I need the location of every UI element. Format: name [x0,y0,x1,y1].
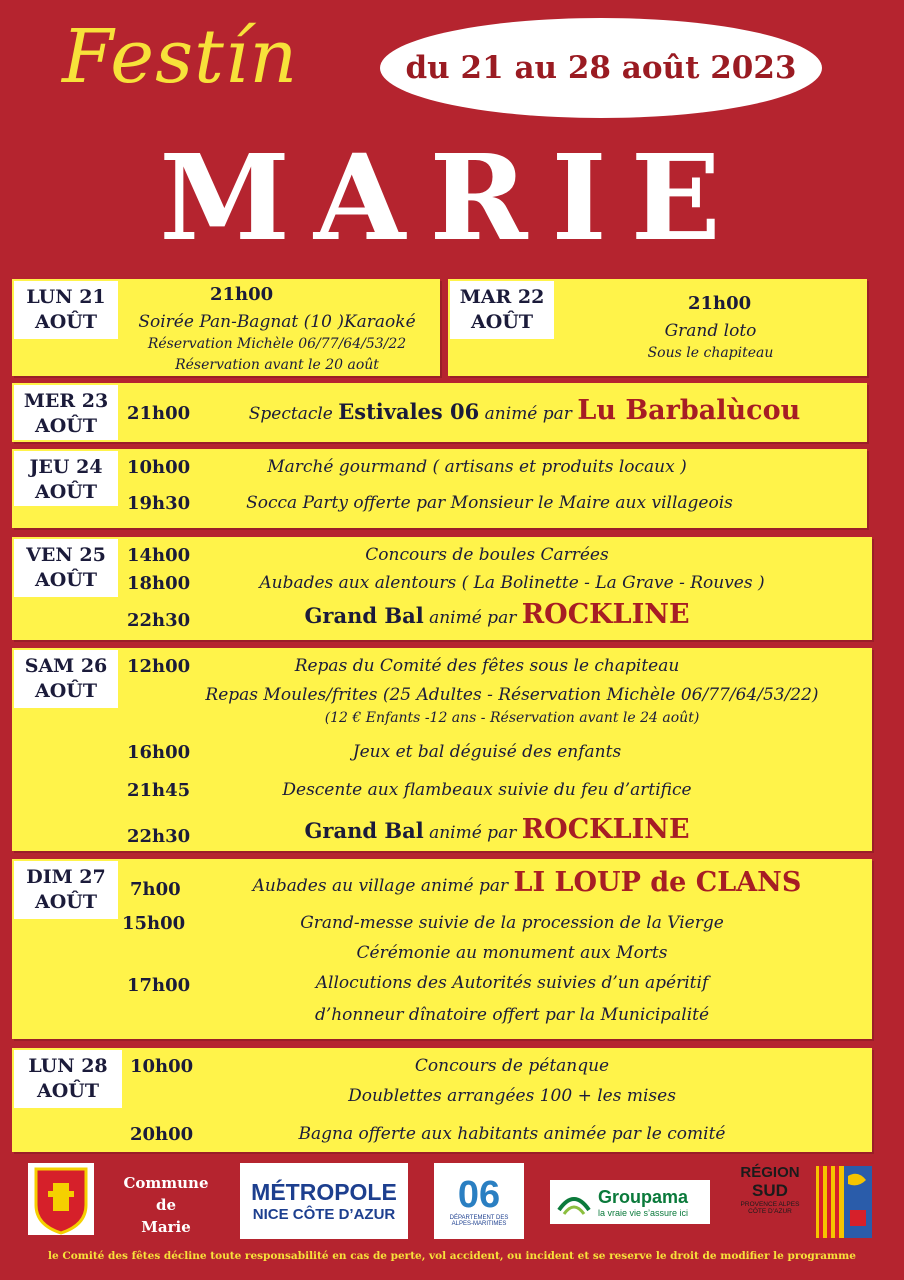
time: 21h45 [127,780,191,801]
day-label-line: LUN 21 [26,286,106,308]
time: 14h00 [127,545,191,566]
dates-badge [380,18,822,118]
day-label-line: VEN 25 [26,544,106,566]
day-label-month: AOÛT [34,680,97,702]
day-label [14,451,118,506]
event-text: (12 € Enfants -12 ans - Réservation avant le 24 août) [324,710,700,726]
day-label [14,539,118,597]
footer-disclaimer: le Comité des fêtes décline toute responsabilité en cas de perte, vol accident, ou incident et se reserve le droit de modifier le programme [48,1250,856,1262]
groupama-text [598,1187,688,1218]
event-text: Concours de boules Carrées [365,545,609,565]
commune-name [108,1172,224,1238]
time: 17h00 [127,975,191,996]
event-text: Bagna offerte aux habitants animée par le comité [298,1124,726,1144]
metropole-line: NICE CÔTE D’AZUR [252,1206,396,1223]
day-label-month: AOÛT [34,569,97,591]
event-text: Descente aux flambeaux suivie du feu d’artifice [282,780,692,800]
event-text: Concours de pétanque [414,1056,610,1076]
time: 12h00 [127,656,191,677]
day-label-line: MAR 22 [459,286,545,308]
day-block-dim27 [12,859,872,1039]
groupama-logo [550,1180,710,1224]
event-text: Grand-messe suivie de la procession de la Vierge [300,913,724,933]
event-text-part: animé par [423,608,522,628]
region-flag-icon [816,1166,872,1238]
day-label-month: AOÛT [34,481,97,503]
groupama-name: Groupama [598,1186,689,1207]
crest-icon [26,1161,96,1237]
performer-name: ROCKLINE [521,599,690,630]
day-label [14,1050,122,1108]
event-text: Cérémonie au monument aux Morts [356,943,668,963]
event-text [192,814,802,845]
time: 10h00 [127,457,191,478]
day-label [450,281,554,339]
departement-logo [434,1163,524,1239]
estivales-name: Estivales 06 [338,399,480,424]
day-label-line: DIM 27 [26,866,106,888]
event-text: Sous le chapiteau [647,345,774,361]
departement-number: 06 [457,1174,501,1216]
event-text: Marché gourmand ( artisans et produits locaux ) [267,457,687,477]
time: 21h00 [688,293,752,314]
event-text: Soirée Pan-Bagnat (10 )Karaoké [138,312,416,332]
day-block-ven25 [12,537,872,640]
time: 20h00 [130,1124,194,1145]
day-block-mar22 [448,279,867,376]
day-label [14,385,118,440]
groupama-icon [554,1182,594,1222]
grand-bal-label: Grand Bal [304,603,424,628]
region-text [726,1164,814,1215]
event-text: Allocutions des Autorités suivies d’un apéritif [315,973,709,993]
performer-name: LI LOUP de CLANS [513,867,802,898]
event-text: Repas du Comité des fêtes sous le chapiteau [294,656,680,676]
commune-line: Commune [123,1174,209,1192]
day-label-line: MER 23 [23,390,109,412]
time: 7h00 [130,879,181,900]
event-text: Jeux et bal déguisé des enfants [352,742,622,762]
day-block-lun28 [12,1048,872,1152]
time: 19h30 [127,493,191,514]
day-label-line: SAM 26 [24,655,108,677]
event-text: d’honneur dînatoire offert par la Municipalité [314,1005,710,1025]
event-text: Repas Moules/frites (25 Adultes - Réservation Michèle 06/77/64/53/22) [205,685,819,705]
commune-crest-logo [26,1161,96,1237]
event-text [192,395,857,426]
event-text: Réservation avant le 20 août [175,357,379,373]
performer-name: ROCKLINE [521,814,690,845]
departement-text: DÉPARTEMENT DES ALPES-MARITIMES [449,1215,509,1227]
day-label-month: AOÛT [470,311,533,333]
event-text-part: Spectacle [248,404,339,424]
day-label-line: LUN 28 [28,1055,108,1077]
day-label-month: AOÛT [34,415,97,437]
event-text [207,867,847,898]
commune-line: Marie [141,1218,191,1236]
region-line: RÉGION [740,1164,800,1181]
page-title: MARIE [159,128,745,267]
region-sud-logo [726,1164,876,1240]
event-text-part: Aubades au village animé par [252,876,514,896]
festin-title: Festín [62,14,299,100]
grand-bal-label: Grand Bal [304,818,424,843]
performer-name: Lu Barbalùcou [577,395,801,426]
day-block-lun21 [12,279,440,376]
groupama-tagline: la vraie vie s’assure ici [598,1207,689,1218]
day-label-month: AOÛT [36,1080,99,1102]
day-label [14,650,118,708]
day-label [14,281,118,339]
metropole-line: MÉTROPOLE [251,1179,397,1205]
day-label-line: JEU 24 [29,456,103,478]
day-label-month: AOÛT [34,311,97,333]
event-text: Doublettes arrangées 100 + les mises [348,1086,676,1106]
metropole-logo [240,1163,408,1239]
time: 21h00 [210,284,274,305]
region-line: PROVENCE ALPES CÔTE D’AZUR [740,1201,800,1215]
time: 21h00 [127,403,191,424]
dates-text: du 21 au 28 août 2023 [405,50,797,86]
event-text [192,599,802,630]
time: 10h00 [130,1056,194,1077]
event-text-part: animé par [479,404,578,424]
event-text: Grand loto [664,321,757,341]
event-text: Socca Party offerte par Monsieur le Maire aux villageois [246,493,733,513]
time: 18h00 [127,573,191,594]
time: 15h00 [122,913,186,934]
event-text: Réservation Michèle 06/77/64/53/22 [147,336,407,352]
time: 22h30 [127,826,191,847]
region-line: SUD [752,1181,788,1200]
day-block-sam26 [12,648,872,851]
day-block-mer23 [12,383,867,442]
time: 22h30 [127,610,191,631]
day-block-jeu24 [12,449,867,528]
event-text: Aubades aux alentours ( La Bolinette - La Grave - Rouves ) [259,573,765,593]
commune-line: de [155,1196,177,1214]
day-label [14,861,118,919]
day-label-month: AOÛT [34,891,97,913]
time: 16h00 [127,742,191,763]
event-text-part: animé par [423,823,522,843]
